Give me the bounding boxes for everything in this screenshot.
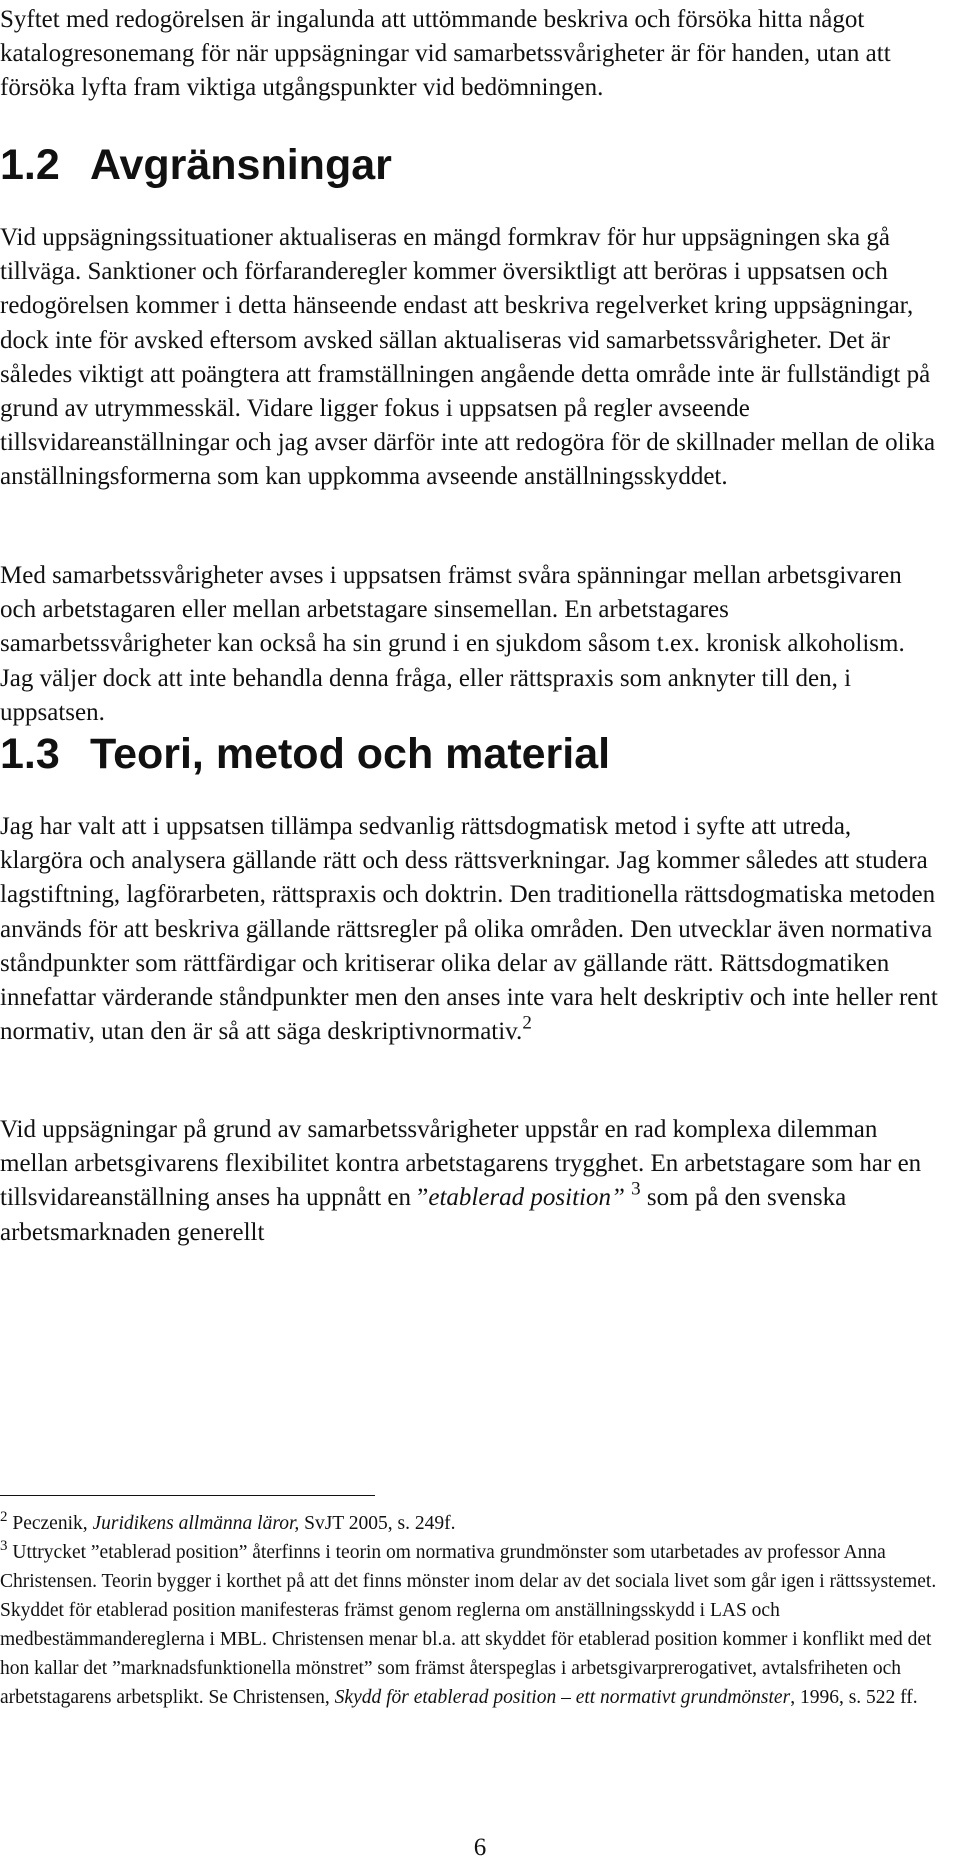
section-number: 1.3	[0, 730, 60, 778]
teori-paragraph-2-tail: som på den svenska arbetsmarknaden generellt	[0, 1184, 847, 1246]
etablerad-position-term: etablerad position	[428, 1184, 611, 1212]
section-title: Avgränsningar	[90, 141, 392, 189]
section-number: 1.2	[0, 141, 60, 189]
footnote-text: Peczenik,	[7, 1513, 93, 1534]
footnote-text: , 1996, s. 522 ff.	[790, 1687, 918, 1708]
footnote-title: Skydd för etablerad position – ett normativt grundmönster	[334, 1687, 791, 1708]
teori-paragraph-2	[0, 1113, 940, 1250]
page-number: 6	[473, 1834, 487, 1861]
intro-paragraph: Syftet med redogörelsen är ingalunda att uttömmande beskriva och försöka hitta något katalogresonemang för när uppsägningar vid samarbetssvårigheter är för handen, utan att försöka lyfta fram viktiga utgångspunkter vid bedömningen.	[0, 6, 891, 102]
closing-quote: ”	[611, 1184, 625, 1212]
section-heading-1-3	[0, 729, 610, 779]
footnote-number: 2	[0, 1508, 8, 1525]
footnote-separator	[0, 1495, 375, 1496]
footnote-title: Juridikens allmänna läror,	[92, 1513, 300, 1534]
footnote-ref-2: 2	[522, 1012, 532, 1034]
section-heading-1-2	[0, 140, 392, 190]
footnote-number: 3	[0, 1537, 8, 1554]
section-title: Teori, metod och material	[90, 730, 611, 778]
footnote-2	[0, 1509, 950, 1538]
avgransningar-paragraph-2: Med samarbetssvårigheter avses i uppsatsen främst svåra spänningar mellan arbetsgivaren och arbetstagaren eller mellan arbetstagare sinsemellan. En arbetstagares samarbetssvårigheter kan också ha sin grund i en sjukdom såsom t.ex. kronisk alkoholism. Jag väljer dock att inte behandla denna fråga, eller rättspraxis som anknyter till den, i uppsatsen.	[0, 562, 905, 726]
teori-paragraph-2-text: Vid uppsägningar på grund av samarbetssvårigheter uppstår en rad komplexa dilemman mellan arbetsgivarens flexibilitet kontra arbetstagarens trygghet. En arbetstagare som har en tillsvidareanställning anses ha uppnått en ”	[0, 1116, 922, 1212]
footnote-ref-3: 3	[631, 1178, 641, 1200]
teori-paragraph-1	[0, 810, 940, 1049]
footnote-3	[0, 1538, 950, 1712]
footnote-text: Uttrycket ”etablerad position” återfinns i teorin om normativa grundmönster som utarbetades av professor Anna Christensen. Teorin bygger i korthet på att det finns mönster inom delar av det sociala livet som går igen i rättssystemet. Skyddet för etablerad position manifesteras främst genom reglerna om anställningsskydd i LAS och medbestämmandereglerna i MBL. Christensen menar bl.a. att skyddet för etablerad position kommer i konflikt med det hon kallar det ”marknadsfunktionella mönstret” som främst återspeglas i arbetsgivarprerogativet, avtalsfriheten och arbetstagarens arbetsplikt. Se Christensen,	[0, 1542, 937, 1708]
footnote-text: SvJT 2005, s. 249f.	[299, 1513, 456, 1534]
teori-paragraph-1-text: Jag har valt att i uppsatsen tillämpa sedvanlig rättsdogmatisk metod i syfte att utreda, klargöra och analysera gällande rätt och dess rättsverkningar. Jag kommer således att studera lagstiftning, lagförarbeten, rättspraxis och doktrin. Den traditionella rättsdogmatiska metoden används för att beskriva gällande rättsregler på olika områden. Den utvecklar även normativa ståndpunkter som rättfärdigar och kritiserar olika delar av gällande rätt. Rättsdogmatiken innefattar värderande ståndpunkter men den anses inte vara helt deskriptiv och inte heller rent normativ, utan den är så att säga deskriptivnormativ.	[0, 813, 938, 1046]
avgransningar-paragraph-1: Vid uppsägningssituationer aktualiseras en mängd formkrav för hur uppsägningen ska gå tillväga. Sanktioner och förfaranderegler kommer översiktligt att beröras i uppsatsen och redogörelsen kommer i detta hänseende endast att beskriva regelverket kring uppsägningar, dock inte för avsked eftersom avsked sällan aktualiseras vid samarbetssvårigheter. Det är således viktigt att poängtera att framställningen angående detta område inte är fullständigt på grund av utrymmesskäl. Vidare ligger fokus i uppsatsen på regler avseende tillsvidareanställningar och jag avser därför inte att redogöra för de skillnader mellan de olika anställningsformerna som kan uppkomma avseende anställningsskyddet.	[0, 224, 936, 491]
